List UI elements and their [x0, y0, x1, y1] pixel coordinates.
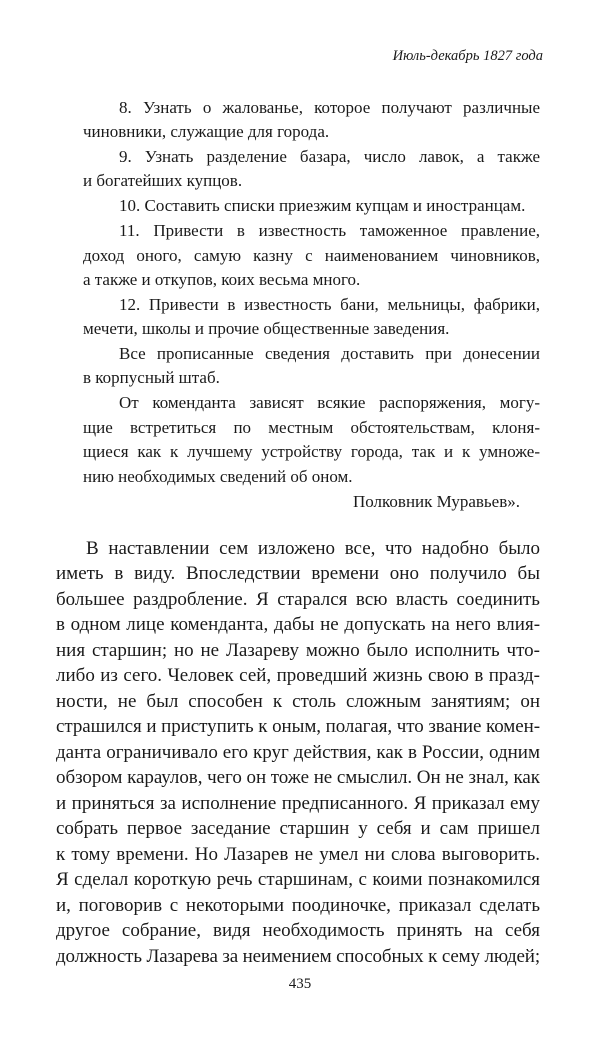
quote-line: в корпусный штаб.: [83, 368, 220, 387]
body-line: большее раздробление. Я старался всю власть соединить: [56, 589, 540, 610]
body-line: другое собрание, видя необходимость принять на себя: [56, 920, 540, 941]
quote-line: а также и откупов, коих весьма много.: [83, 270, 361, 289]
body-line: должность Лазарева за неимением способных к сему людей;: [56, 946, 540, 967]
body-line: данта ограничивало его круг действия, как в России, одним: [56, 742, 540, 763]
body-line: страшился и приступить к оным, полагая, что звание комен-: [56, 716, 540, 737]
quote-line: 9. Узнать разделение базара, число лавок, а также: [119, 147, 541, 166]
quote-line: 10. Составить списки приезжим купцам и иностранцам.: [119, 196, 526, 215]
quote-line: и богатейших купцов.: [83, 171, 243, 190]
body-line: В наставлении сем изложено все, что надобно было: [86, 538, 540, 559]
quote-line: щие встретиться по местным обстоятельствам, клоня-: [83, 418, 540, 437]
quote-line: 8. Узнать о жалованье, которое получают различные: [119, 98, 541, 117]
body-line: обзором караулов, чего он тоже не смыслил. Он не знал, как: [56, 767, 540, 788]
quote-line: нию необходимых сведений об оном.: [83, 467, 353, 486]
page-number: 435: [288, 976, 312, 992]
quote-line: 12. Привести в известность бани, мельницы, фабрики,: [119, 295, 541, 314]
body-line: Я сделал короткую речь старшинам, с коими познакомился: [56, 869, 541, 890]
body-line: и, поговорив с некоторыми поодиночке, приказал сделать: [56, 895, 540, 916]
body-line: собрать первое заседание старшин у себя и сам пришел: [56, 818, 540, 839]
body-line: иметь в виду. Впоследствии времени оно получило бы: [56, 563, 540, 584]
quote-line: 11. Привести в известность таможенное правление,: [119, 221, 541, 240]
quote-line: щиеся как к лучшему устройству города, так и к умноже-: [83, 442, 541, 461]
quote-line: чиновники, служащие для города.: [83, 122, 330, 141]
body-line: либо из сего. Человек сей, проведший жизнь свою в празд-: [56, 665, 541, 686]
body-line: и приняться за исполнение предписанного. Я приказал ему: [56, 793, 541, 814]
quote-line: Все прописанные сведения доставить при донесении: [119, 344, 541, 363]
body-line: ности, не был способен к столь сложным занятиям; он: [56, 691, 541, 712]
body-line: в одном лице коменданта, дабы не допускать на него влия-: [56, 614, 541, 635]
body-line: ния старшин; но не Лазареву можно было исполнить что-: [56, 640, 540, 661]
body-line: к тому времени. Но Лазарев не умел ни слова выговорить.: [56, 844, 541, 865]
signature: Полковник Муравьев».: [353, 492, 521, 511]
quote-line: доход оного, самую казну с наименованием чиновников,: [83, 246, 540, 265]
running-head: Июль-декабрь 1827 года: [392, 48, 543, 64]
quote-line: мечети, школы и прочие общественные заведения.: [83, 319, 450, 338]
quote-line: От коменданта зависят всякие распоряжения, могу-: [119, 393, 541, 412]
